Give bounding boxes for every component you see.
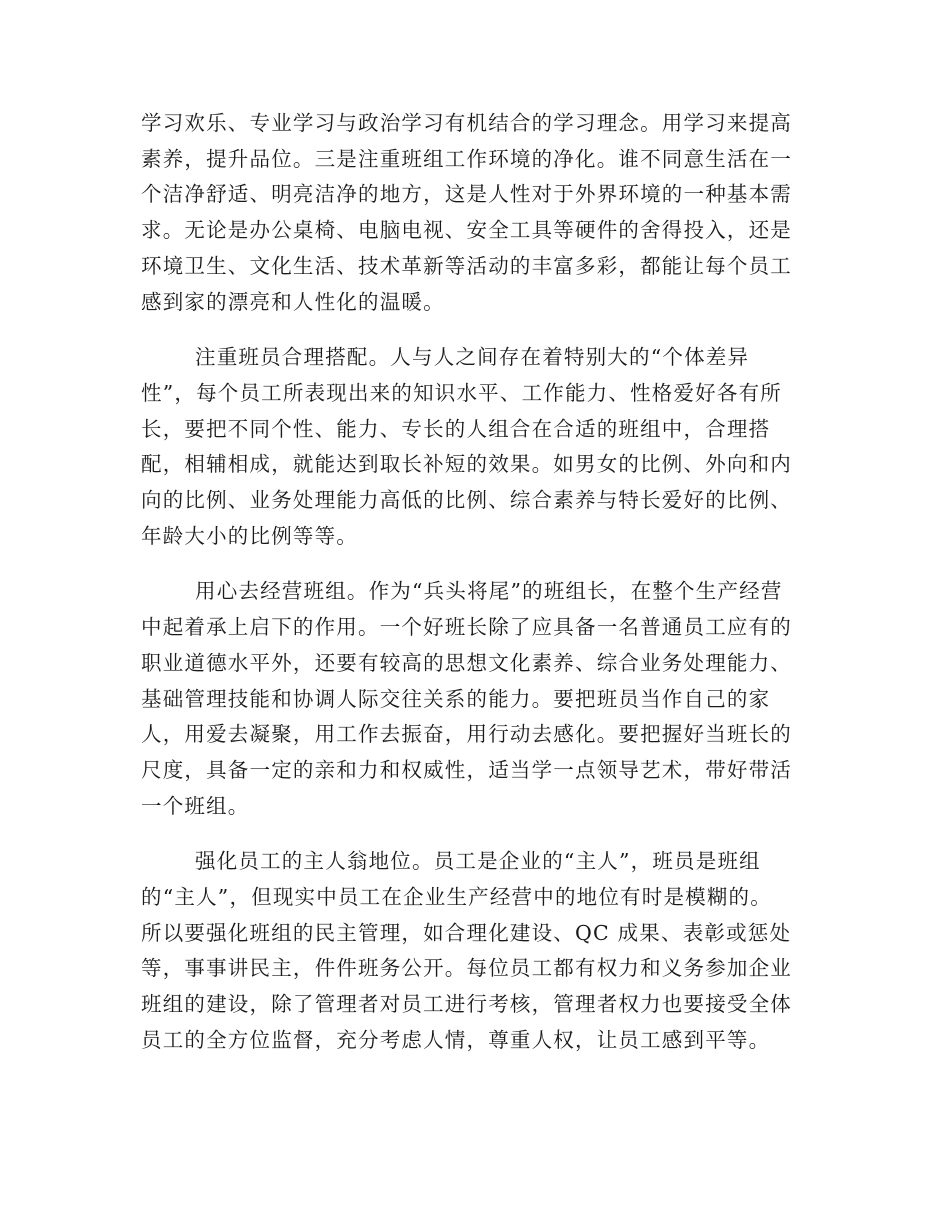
- paragraph-4: [141, 844, 811, 1058]
- text-line: 个洁净舒适、明亮洁净的地方，这是人性对于外界环境的一种基本需: [141, 182, 792, 207]
- text-line: 注重班员合理搭配。人与人之间存在着特别大的“个体差异: [195, 345, 750, 370]
- text-line: 性”，每个员工所表现出来的知识水平、工作能力、性格爱好各有所: [141, 380, 782, 405]
- text-line: 等，事事讲民主，件件班务公开。每位员工都有权力和义务参加企业: [141, 956, 792, 981]
- text-line: 素养，提升品位。三是注重班组工作环境的净化。谁不同意生活在一: [141, 146, 792, 171]
- paragraph-2: [141, 340, 811, 554]
- text-line: 学习欢乐、专业学习与政治学习有机结合的学习理念。用学习来提高: [141, 111, 792, 135]
- text-line: 配，相辅相成，就能达到取长补短的效果。如男女的比例、外向和内: [141, 452, 792, 477]
- text-line: 向的比例、业务处理能力高低的比例、综合素养与特长爱好的比例、: [141, 488, 792, 513]
- text-line: 所以要强化班组的民主管理，如合理化建设、QC 成果、表彰或惩处: [141, 920, 792, 945]
- text-line: 员工的全方位监督，充分考虑人情，尊重人权，让员工感到平等。: [141, 1027, 771, 1052]
- text-line: 人，用爱去凝聚，用工作去振奋，用行动去感化。要把握好当班长的: [141, 722, 792, 747]
- text-line: 年龄大小的比例等等。: [141, 523, 358, 548]
- text-line: 环境卫生、文化生活、技术革新等活动的丰富多彩，都能让每个员工: [141, 253, 792, 278]
- text-line: 班组的建设，除了管理者对员工进行考核，管理者权力也要接受全体: [141, 992, 792, 1017]
- text-line: 用心去经营班组。作为“兵头将尾”的班组长，在整个生产经营: [195, 579, 783, 604]
- text-line: 一个班组。: [141, 793, 250, 818]
- text-line: 感到家的漂亮和人性化的温暖。: [141, 289, 445, 314]
- paragraph-1: [141, 106, 811, 320]
- paragraph-3: [141, 574, 811, 824]
- document-body: [141, 106, 811, 1079]
- text-line: 长，要把不同个性、能力、专长的人组合在合适的班组中，合理搭: [141, 416, 771, 441]
- text-line: 尺度，具备一定的亲和力和权威性，适当学一点领导艺术，带好带活: [141, 757, 792, 782]
- text-line: 职业道德水平外，还要有较高的思想文化素养、综合业务处理能力、: [141, 650, 792, 675]
- text-line: 的“主人”，但现实中员工在企业生产经营中的地位有时是模糊的。: [141, 885, 772, 910]
- text-line: 求。无论是办公桌椅、电脑电视、安全工具等硬件的舍得投入，还是: [141, 218, 792, 243]
- text-line: 中起着承上启下的作用。一个好班长除了应具备一名普通员工应有的: [141, 615, 792, 640]
- text-line: 基础管理技能和协调人际交往关系的能力。要把班员当作自己的家: [141, 686, 771, 711]
- text-line: 强化员工的主人翁地位。员工是企业的“主人”，班员是班组: [195, 849, 761, 874]
